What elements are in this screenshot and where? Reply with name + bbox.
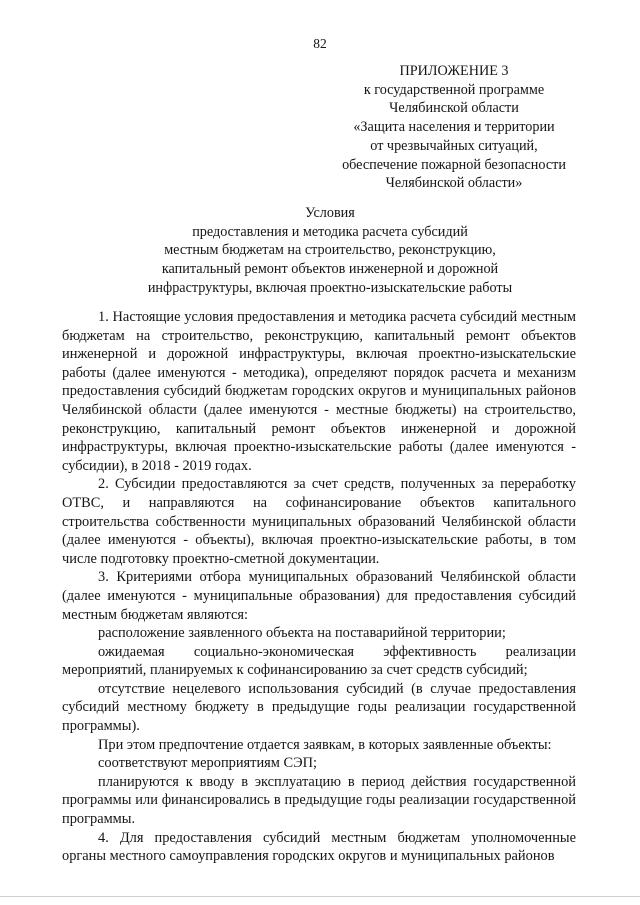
criterion-item: расположение заявленного объекта на поставарийной территории;	[98, 625, 506, 642]
appendix-line: Челябинской области»	[385, 175, 523, 192]
title-line: Условия	[305, 205, 355, 221]
title-line: инфраструктуры, включая проектно-изыскательские работы	[147, 279, 513, 296]
paragraph-4: 4. Для предоставления субсидий местным бюджетам уполномоченные органы местного самоуправления городских округов и муниципальных районов	[62, 829, 576, 865]
document-body	[62, 308, 576, 866]
title-line: местным бюджетам на строительство, реконструкцию,	[164, 242, 496, 259]
title-line: капитальный ремонт объектов инженерной и дорожной	[161, 261, 499, 278]
appendix-line: ПРИЛОЖЕНИЕ 3	[399, 63, 509, 79]
page-number: 82	[313, 36, 327, 51]
appendix-line: обеспечение пожарной безопасности	[342, 156, 566, 173]
title-line: предоставления и методика расчета субсидий	[192, 223, 468, 240]
appendix-line: «Защита населения и территории	[353, 119, 555, 136]
preference-intro: При этом предпочтение отдается заявкам, в которых заявленные объекты:	[98, 736, 552, 753]
paragraph-1: 1. Настоящие условия предоставления и методика расчета субсидий местным бюджетам на строительство, реконструкцию, капитальный ремонт объектов инженерной и дорожной инфраструктуры, включая проектно-изыскательские работы (далее именуются - методика), определяют порядок расчета и механизм предоставления субсидий бюджетам городских округов и муниципальных районов Челябинской области (далее именуются - местные бюджеты) на строительство, реконструкцию, капитальный ремонт объектов инженерной и дорожной инфраструктуры, включая проектно-изыскательские работы (далее именуются - субсидии), в 2018 - 2019 годах.	[62, 309, 576, 474]
paragraph-3: 3. Критериями отбора муниципальных образований Челябинской области (далее именуются - муниципальные образования) для предоставления субсидий местным бюджетам являются:	[62, 569, 576, 623]
scan-edge-line	[0, 896, 640, 897]
criterion-item: отсутствие нецелевого использования субсидий (в случае предоставления субсидий местному бюджету в предыдущие годы реализации государственной программы).	[62, 680, 576, 735]
preference-item: соответствуют мероприятиям СЭП;	[98, 755, 317, 772]
document-title	[80, 204, 580, 298]
appendix-line: от чрезвычайных ситуаций,	[370, 137, 538, 154]
appendix-line: Челябинской области	[389, 100, 519, 117]
criterion-item: ожидаемая социально-экономическая эффективность реализации мероприятий, планируемых к софинансированию за счет средств субсидий;	[62, 643, 576, 679]
appendix-header	[318, 62, 590, 193]
appendix-line: к государственной программе	[363, 81, 545, 98]
paragraph-2: 2. Субсидии предоставляются за счет средств, полученных за переработку ОТВС, и направляются на софинансирование объектов капитального строительства собственности муниципальных образований Челябинской области (далее именуются - объекты), включая проектно-изыскательские работы, в том числе подготовку проектно-сметной документации.	[62, 476, 576, 567]
preference-item: планируются к вводу в эксплуатацию в период действия государственной программы или финансировались в предыдущие годы реализации государственной программы.	[62, 773, 576, 828]
